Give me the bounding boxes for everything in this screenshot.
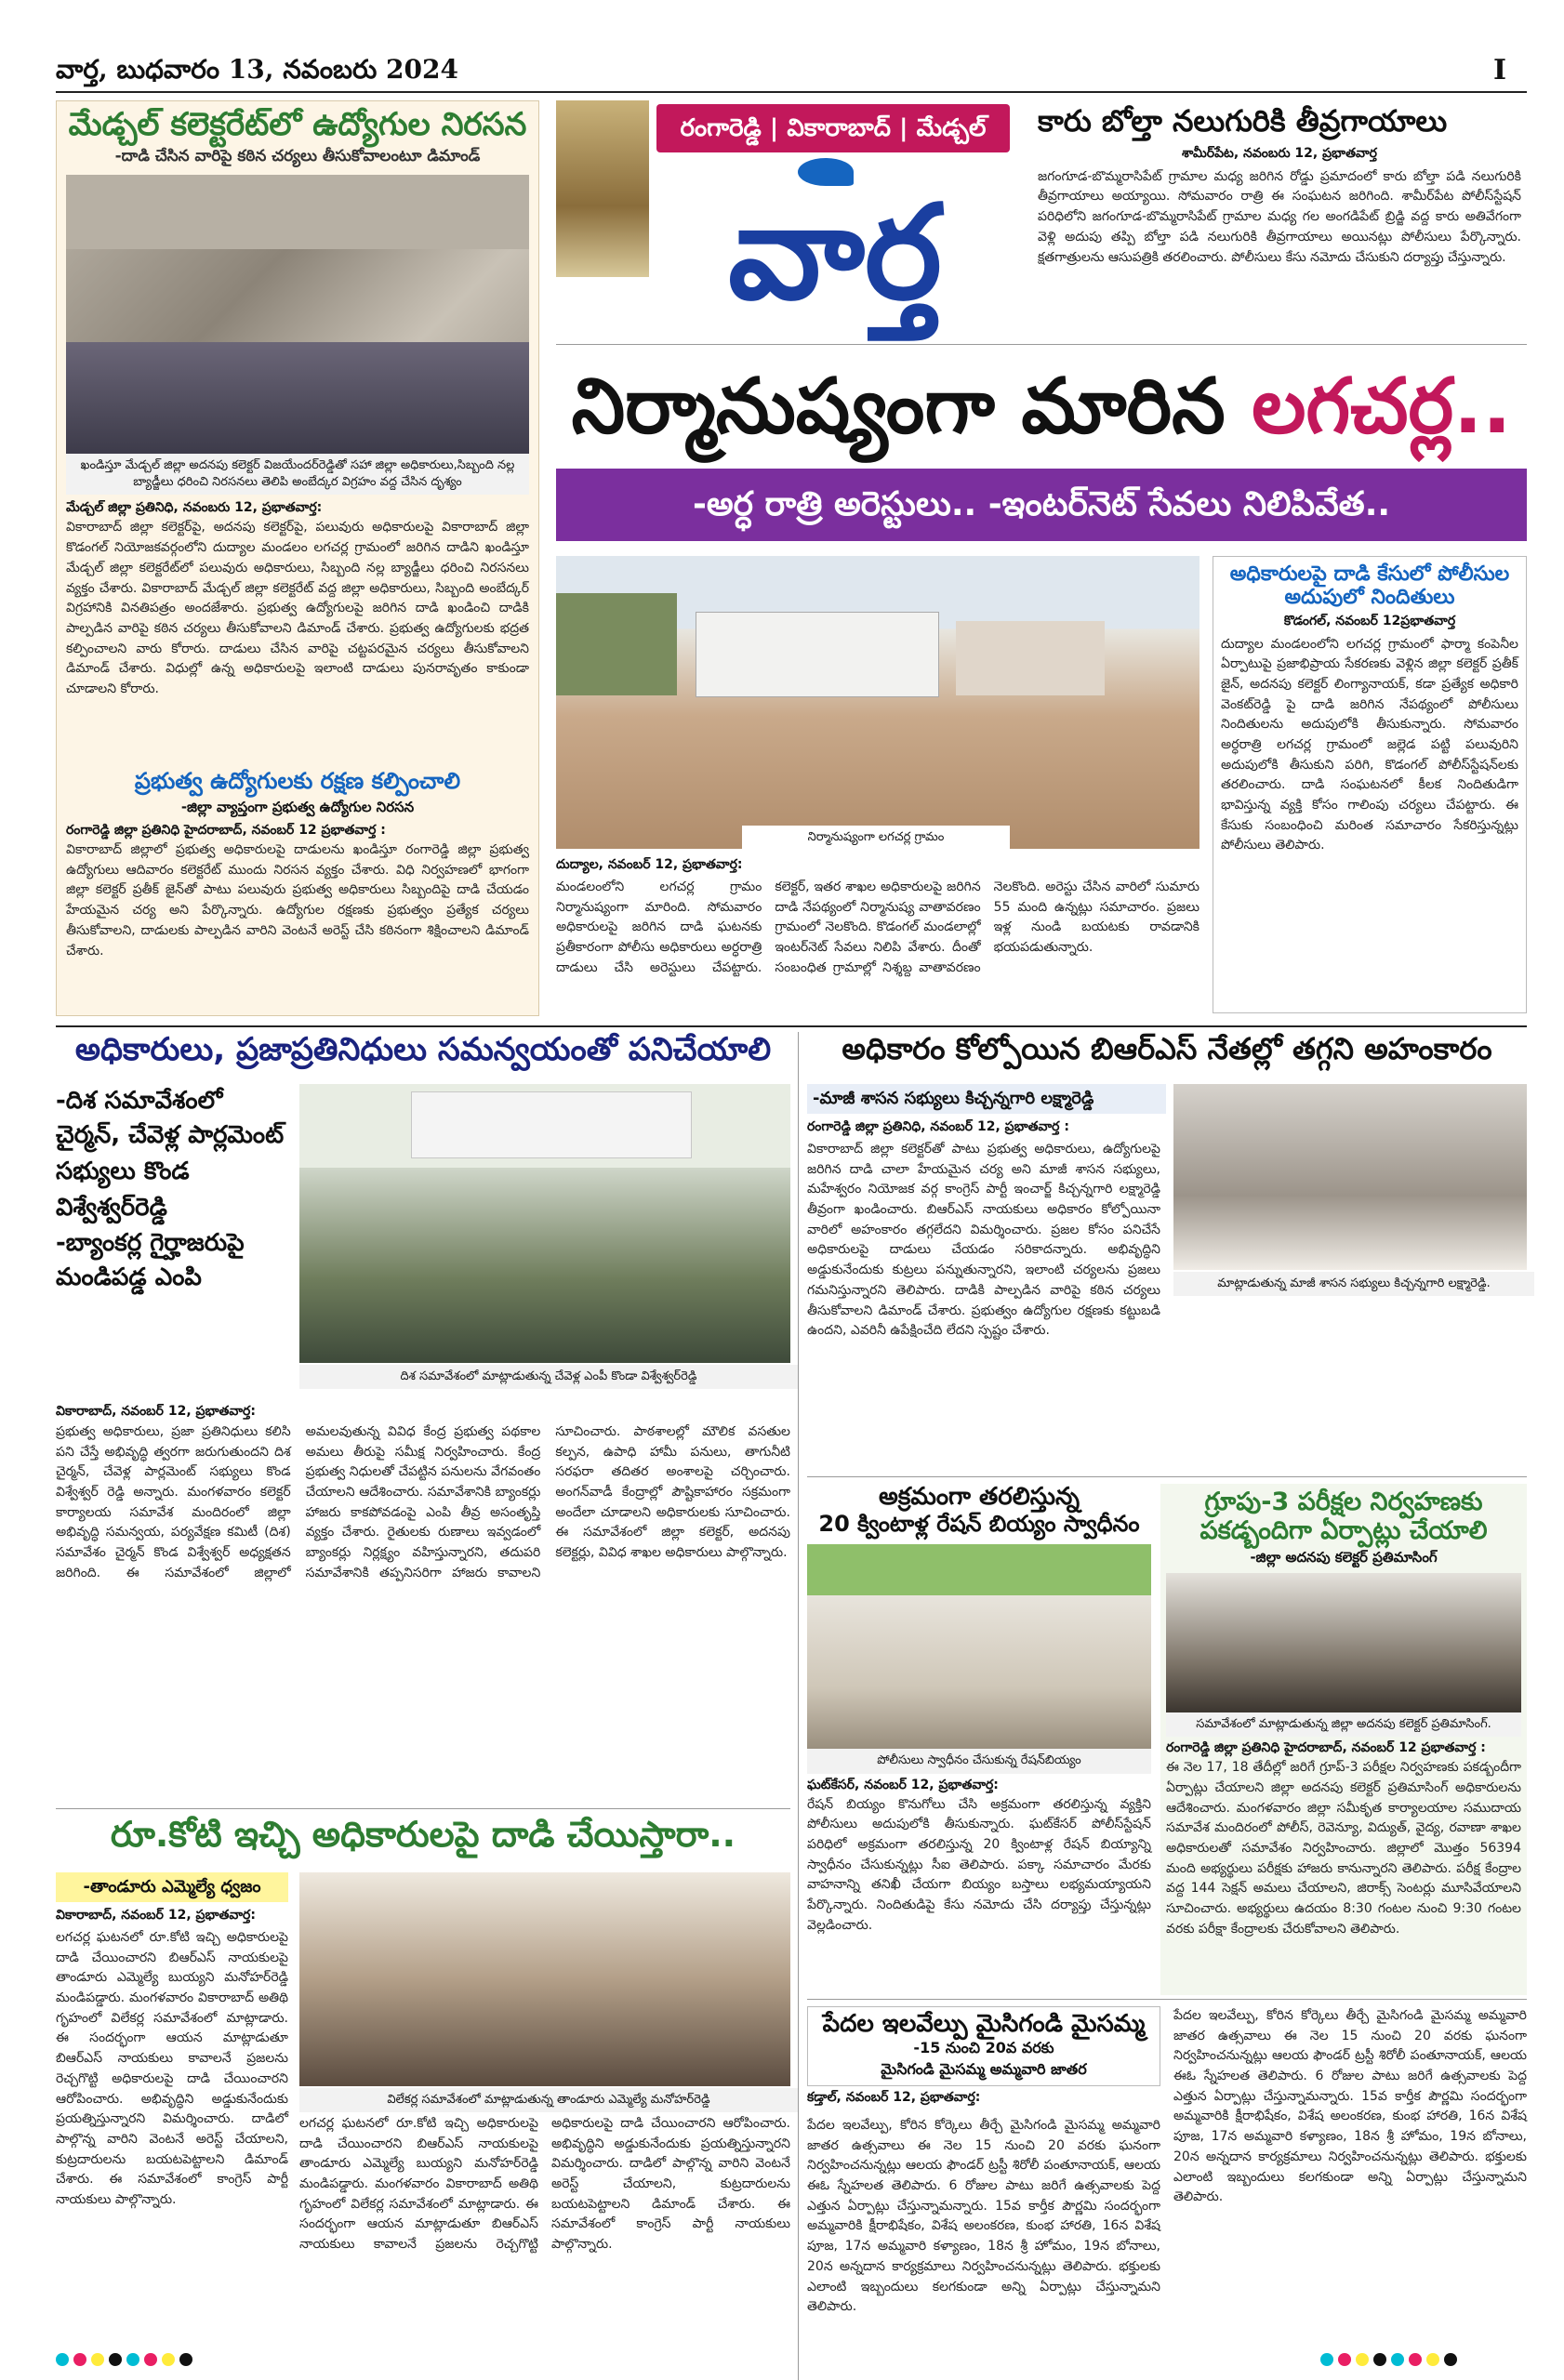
headline-line2: 20 క్వింటాళ్ల రేషన్ బియ్యం స్వాధీనం [818, 1510, 1140, 1537]
date-line: వార్త, బుధవారం 13, నవంబరు 2024 [56, 54, 458, 85]
photo-caption: మాట్లాడుతున్న మాజీ శాసన సభ్యులు కిచ్చన్నగారి లక్ష్మారెడ్డి. [1173, 1272, 1534, 1296]
top-rule [56, 91, 1527, 93]
meeting-photo [1166, 1573, 1521, 1712]
photo-caption: సమావేశంలో మాట్లాడుతున్న జిల్లా అదనపు కలెక్టర్ ప్రతిమాసింగ్. [1166, 1712, 1521, 1737]
dateline: వికారాబాద్, నవంబర్ 12, ప్రభాతవార్త: [56, 1908, 256, 1923]
page-number: I [1493, 54, 1507, 86]
kicker: -మాజీ శాసన సభ్యులు కిచ్చన్నగారి లక్ష్మారెడ్డి [807, 1084, 1166, 1114]
story-medchal-protest [56, 100, 539, 1016]
kicker: -జిల్లా అదనపు కలెక్టర్ ప్రతిమాసింగ్ [1250, 1549, 1438, 1567]
dateline: రంగారెడ్డి జిల్లా ప్రతినిధి హైదరాబాద్, నవంబర్ 12 ప్రభాతవార్త : [1166, 1740, 1486, 1756]
rice-bags-photo [807, 1544, 1151, 1749]
kicker-box [56, 1084, 288, 1400]
headline-part1: నిర్మానుష్యంగా మారిన [571, 363, 1253, 451]
headline-line1: అక్రమంగా తరలిస్తున్న [879, 1483, 1080, 1511]
dateline: కడ్తాల్, నవంబర్ 12, ప్రభాతవార్త: [807, 2089, 981, 2105]
headline: రూ.కోటి ఇచ్చి అధికారులపై దాడి చేయిస్తారా.. [110, 1814, 736, 1855]
lead-body: మండలంలోని లగచర్ల గ్రామం నిర్మానుష్యంగా మారింది. సోమవారం అధికారులపై జరిగిన దాడి ఘటనకు ప్రతీకారంగా పోలీసు అధికారులు అర్ధరాత్రి దాడులు చేసి అరెస్టులు చేపట్టారు. కలెక్టర్, ఇతర శాఖల అధికారులపై జరిగిన దాడి నేపథ్యంలో నిర్మానుష్య వాతావరణం గ్రామంలో నెలకొంది. కొడంగల్ మండలాల్లో ఇంటర్‌నెట్ సేవలు నిలిపి వేశారు. దీంతో సంబంధిత గ్రామాల్లో నిశ్శబ్ద వాతావరణం నెలకొంది. అరెస్టు చేసిన వారిలో సుమారు 55 మంది ఉన్నట్లు సమాచారం. ప్రజలు ఇళ్ల నుండి బయటకు రావడానికి భయపడుతున్నారు. [556, 879, 1200, 975]
dateline: వికారాబాద్, నవంబర్ 12, ప్రభాతవార్త: [56, 1404, 256, 1419]
lead-dateline: దుద్యాల, నవంబర్ 12, ప్రభాతవార్త: [556, 857, 743, 872]
story-disha-meeting [56, 1032, 790, 1804]
body-col1-text: పేదల ఇలవేల్పు, కోరిన కోర్కెలు తీర్చే మైసిగండి మైసమ్మ అమ్మవారి జాతర ఉత్సవాలు ఈ నెల 15 నుంచి 20 వరకు ఘనంగా నిర్వహించనున్నట్లు ఆలయ ఫౌండర్ ట్రస్టీ శిరోలీ పంతూనాయక్, ఆలయ ఈఓ స్నేహలత తెలిపారు. 6 రోజుల పాటు జరిగే ఉత్సవాలకు పెద్ద ఎత్తున ఏర్పాట్లు చేస్తున్నామన్నారు. 15వ కార్తీక పౌర్ణమి సందర్భంగా అమ్మవారికి క్షీరాభిషేకం, విశేష అలంకరణ, కుంభ హారతి, 16న విశేష పూజ, 17న అమ్మవారి కళ్యాణం, 18న శ్రీ హోమం, 19న బోనాలు, 20న అన్నదాన కార్యక్రమాలు నిర్వహించనున్నట్లు తెలిపారు. భక్తులకు ఎలాంటి ఇబ్బందులు కలగకుండా అన్ని ఏర్పాట్లు చేస్తున్నామని తెలిపారు. [807, 2118, 1160, 2315]
headline-line1: గ్రూపు-3 పరీక్షల నిర్వహణకు [1204, 1488, 1483, 1516]
headline-box [807, 2006, 1160, 2086]
registration-dot [162, 2353, 175, 2366]
registration-dot [1409, 2353, 1422, 2366]
story-car-accident [1032, 100, 1527, 337]
side-dateline: కొడంగల్, నవంబర్ 12ప్రభాతవార్త [1283, 613, 1456, 628]
headline-line2: పకడ్బందిగా ఏర్పాట్లు చేయాలి [1200, 1516, 1488, 1546]
body-col1: లగచర్ల ఘటనలో రూ.కోటి ఇచ్చి అధికారులపై దాడి చేయించారని బిఆర్ఎస్ నాయకులపై తాండూరు ఎమ్మెల్యే బుయ్యని మనోహర్‌రెడ్డి మండిపడ్డారు. మంగళవారం వికారాబాద్ అతిథి గృహంలో విలేకర్ల సమావేశంలో మాట్లాడారు. ఈ సందర్భంగా ఆయన మాట్లాడుతూ బిఆర్ఎస్ నాయకులు కావాలనే ప్రజలను రెచ్చగొట్టి అధికారులపై దాడి చేయించారని ఆరోపించారు. అభివృద్ధిని అడ్డుకునేందుకు ప్రయత్నిస్తున్నారని విమర్శించారు. దాడిలో పాల్గొన్న వారిని వెంటనే అరెస్ట్ చేయాలని, కుట్రదారులను బయటపెట్టాలని డిమాండ్ చేశారు. ఈ సమావేశంలో కాంగ్రెస్ పార్టీ నాయకులు పాల్గొన్నారు. [56, 1930, 288, 2207]
headline: అధికారులు, ప్రజాప్రతినిధులు సమన్వయంతో పనిచేయాలి [74, 1031, 772, 1068]
body: ప్రభుత్వ అధికారులు, ప్రజా ప్రతినిధులు కలిసి పని చేస్తే అభివృద్ధి త్వరగా జరుగుతుందని దిశ చైర్మన్, చేవెళ్ల పార్లమెంట్ సభ్యులు కొండ విశ్వేశ్వర్ రెడ్డి అన్నారు. మంగళవారం కలెక్టర్ కార్యాలయ సమావేశ మందిరంలో జిల్లా అభివృద్ధి సమన్వయ, పర్యవేక్షణ కమిటీ (దిశ) సమావేశం చైర్మన్ కొండ విశ్వేశ్వర్ అధ్యక్షతన జరిగింది. ఈ సమావేశంలో జిల్లాలో అమలవుతున్న వివిధ కేంద్ర ప్రభుత్వ పథకాల అమలు తీరుపై సమీక్ష నిర్వహించారు. కేంద్ర ప్రభుత్వ నిధులతో చేపట్టిన పనులను వేగవంతం చేయాలని ఆదేశించారు. సమావేశానికి బ్యాంకర్లు హాజరు కాకపోవడంపై ఎంపి తీవ్ర అసంతృప్తి వ్యక్తం చేశారు. రైతులకు రుణాలు ఇవ్వడంలో బ్యాంకర్లు నిర్లక్ష్యం వహిస్తున్నారని, తదుపరి సమావేశానికి తప్పనిసరిగా హాజరు కావాలని సూచించారు. పాఠశాలల్లో మౌలిక వసతుల కల్పన, ఉపాధి హామీ పనులు, తాగునీటి సరఫరా తదితర అంశాలపై చర్చించారు. అంగన్‌వాడీ కేంద్రాల్లో పౌష్టికాహారం సక్రమంగా అందేలా చూడాలని అధికారులకు సూచించారు. ఈ సమావేశంలో జిల్లా కలెక్టర్, అదనపు కలెక్టర్లు, వివిధ శాఖల అధికారులు పాల్గొన్నారు. [56, 1424, 790, 1580]
body: పేదల ఇలవేల్పు, కోరిన కోర్కెలు తీర్చే మైసిగండి మైసమ్మ అమ్మవారి జాతర ఉత్సవాలు ఈ నెల 15 నుంచి 20 వరకు ఘనంగా నిర్వహించనున్నట్లు ఆలయ ఫౌండర్ ట్రస్టీ శిరోలీ పంతూనాయక్, ఆలయ ఈఓ స్నేహలత తెలిపారు. 6 రోజుల పాటు జరిగే ఉత్సవాలకు పెద్ద ఎత్తున ఏర్పాట్లు చేస్తున్నామన్నారు. 15వ కార్తీక పౌర్ణమి సందర్భంగా అమ్మవారికి క్షీరాభిషేకం, విశేష అలంకరణ, కుంభ హారతి, 16న విశేష పూజ, 17న అమ్మవారి కళ్యాణం, 18న శ్రీ హోమం, 19న బోనాలు, 20న అన్నదాన కార్యక్రమాలు నిర్వహించనున్నట్లు తెలిపారు. భక్తులకు ఎలాంటి ఇబ్బందులు కలగకుండా అన్ని ఏర్పాట్లు చేస్తున్నామని తెలిపారు. [1173, 2008, 1527, 2205]
press-meet-photo [299, 1872, 790, 2086]
logo: వార్త [728, 178, 942, 329]
headline: అధికారం కోల్పోయిన బిఆర్ఎస్ నేతల్లో తగ్గని అహంకారం [842, 1031, 1492, 1066]
kicker: -15 నుంచి 20వ వరకు [913, 2038, 1054, 2056]
protest-photo [66, 175, 529, 454]
subkicker: మైసిగండి మైసమ్మ అమ్మవారి జాతర [881, 2059, 1087, 2078]
headline: కారు బోల్తా నలుగురికి తీవ్రగాయాలు [1038, 103, 1448, 139]
dateline: మేడ్చల్ జిల్లా ప్రతినిధి, నవంబరు 12, ప్రభాతవార్త: [66, 500, 323, 516]
sub-dateline: రంగారెడ్డి జిల్లా ప్రతినిధి హైదరాబాద్, నవంబర్ 12 ప్రభాతవార్త : [66, 823, 386, 839]
side-story-arrests [1213, 556, 1527, 1013]
body: రేషన్ బియ్యం కొనుగోలు చేసి అక్రమంగా తరలిస్తున్న వ్యక్తిని పోలీసులు అదుపులోకి తీసుకున్నారు. ఘట్‌కేసర్ పోలీస్‌స్టేషన్ పరిధిలో అక్రమంగా తరలిస్తున్న 20 క్వింటాళ్ల రేషన్ బియ్యాన్ని స్వాధీనం చేసుకున్నట్లు సీఐ తెలిపారు. పక్కా సమాచారం మేరకు వాహనాన్ని తనిఖీ చేయగా బియ్యం బస్తాలు లభ్యమయ్యాయని పేర్కొన్నారు. నిందితుడిపై కేసు నమోదు చేసి దర్యాప్తు చేస్తున్నట్లు వెల్లడించారు. [807, 1796, 1151, 1933]
registration-dot [1391, 2353, 1404, 2366]
rule [807, 1476, 1527, 1477]
registration-dot [1356, 2353, 1369, 2366]
body: వికారాబాద్ జిల్లా కలెక్టర్‌పై, అదనపు కలెక్టర్‌పై, పలువురు అధికారులపై వికారాబాద్ జిల్లా కొడంగల్ నియోజకవర్గంలోని దుద్యాల మండలం లగచర్ల గ్రామంలో జరిగిన దాడిని ఖండిస్తూ మేడ్చల్ జిల్లా కలెక్టరేట్‌లో పలువురు అధికారులు, సిబ్బంది నల్ల బ్యాడ్జీలు ధరించి నిరసనలు వ్యక్తం చేశారు. వికారాబాద్ మేడ్చల్ జిల్లా కలెక్టరేట్ వద్ద జిల్లా అధికారులు, సిబ్బంది అంబేద్కర్ విగ్రహానికి వినతిపత్రం అందజేశారు. ప్రభుత్వ ఉద్యోగులపై జరిగిన దాడి ఖండించి దాడికి పాల్పడిన వారిపై కఠిన చర్యలు తీసుకోవాలని డిమాండ్ చేశారు. ప్రభుత్వ ఉద్యోగులకు భద్రత కల్పించాలని వారు కోరారు. దాడులు చేసిన వారిపై చట్టపరమైన చర్యలు తీసుకోవాలని డిమాండ్ చేశారు. విధుల్లో ఉన్న అధికారులపై ఇలాంటి దాడులు పునరావృతం కాకుండా చూడాలని కోరారు. [66, 520, 529, 696]
sub-body: వికారాబాద్ జిల్లాలో ప్రభుత్వ అధికారులపై దాడులను ఖండిస్తూ రంగారెడ్డి జిల్లా ప్రభుత్వ ఉద్యోగులు ఆదివారం కలెక్టరేట్ ముందు నిరసన వ్యక్తం చేశారు. విధి నిర్వహణలో భాగంగా జిల్లా కలెక్టర్ ప్రతీక్ జైన్‌తో పాటు పలువురు ప్రభుత్వ అధికారులు సిబ్బందిపై దాడి చేయడం హేయమైన చర్య అని పేర్కొన్నారు. ఉద్యోగుల రక్షణకు ప్రభుత్వం ప్రత్యేక చర్యలు తీసుకోవాలని, దాడులకు పాల్పడిన వారిని వెంటనే అరెస్ట్ చేసి కఠినంగా శిక్షించాలని డిమాండ్ చేశారు. [66, 842, 529, 959]
headline-part2: లగచర్ల.. [1252, 363, 1512, 451]
registration-dot [73, 2353, 86, 2366]
photo-caption: విలేకర్ల సమావేశంలో మాట్లాడుతున్న తాండూరు ఎమ్మెల్యే మనోహర్‌రెడ్డి [299, 2088, 798, 2112]
story-ration-rice [807, 1483, 1151, 1933]
kicker3: -బ్యాంకర్ల గైర్హాజరుపై మండిపడ్డ ఎంపి [56, 1229, 245, 1291]
lead-story [556, 351, 1527, 1013]
photo-caption: నిర్మానుష్యంగా లగచర్ల గ్రామం [742, 826, 1010, 855]
story-group3-exams [1160, 1484, 1527, 1995]
registration-dot [91, 2353, 104, 2366]
kicker: -తాండూరు ఎమ్మెల్యే ధ్వజం [56, 1872, 288, 1902]
registration-dot [109, 2353, 122, 2366]
lead-headline [556, 351, 1527, 463]
body-col1 [807, 2116, 1160, 2335]
registration-dot [1320, 2353, 1333, 2366]
registration-dot [1426, 2353, 1439, 2366]
registration-dot [1444, 2353, 1457, 2366]
registration-marks-left [56, 2352, 260, 2371]
rule [798, 1032, 799, 2380]
kicker1: -దిశ సమావేశంలో [56, 1087, 223, 1115]
leaders-photo [1173, 1084, 1527, 1270]
side-headline: అధికారులపై దాడి కేసులో పోలీసుల అదుపులో నిందితులు [1229, 562, 1510, 610]
dateline: రంగారెడ్డి జిల్లా ప్రతినిధి, నవంబర్ 12, ప్రభాతవార్త : [807, 1119, 1069, 1134]
body-col2-text: లగచర్ల ఘటనలో రూ.కోటి ఇచ్చి అధికారులపై దాడి చేయించారని బిఆర్ఎస్ నాయకులపై తాండూరు ఎమ్మెల్యే బుయ్యని మనోహర్‌రెడ్డి మండిపడ్డారు. మంగళవారం వికారాబాద్ అతిథి గృహంలో విలేకర్ల సమావేశంలో మాట్లాడారు. ఈ సందర్భంగా ఆయన మాట్లాడుతూ బిఆర్ఎస్ నాయకులు కావాలనే ప్రజలను రెచ్చగొట్టి అధికారులపై దాడి చేయించారని ఆరోపించారు. అభివృద్ధిని అడ్డుకునేందుకు ప్రయత్నిస్తున్నారని విమర్శించారు. దాడిలో పాల్గొన్న వారిని వెంటనే అరెస్ట్ చేయాలని, కుట్రదారులను బయటపెట్టాలని డిమాండ్ చేశారు. ఈ సమావేశంలో కాంగ్రెస్ పార్టీ నాయకులు పాల్గొన్నారు. [299, 2116, 790, 2253]
edition-regions: రంగారెడ్డి | వికారాబాద్ | మేడ్చల్ [656, 104, 1010, 152]
dateline: ఘట్‌కేసర్, నవంబర్ 12, ప్రభాతవార్త: [807, 1777, 999, 1792]
photo-caption: పోలీసులు స్వాధీనం చేసుకున్న రేషన్‌బియ్యం [807, 1749, 1151, 1773]
sub-headline: ప్రభుత్వ ఉద్యోగులకు రక్షణ కల్పించాలి [134, 768, 461, 795]
body: ఈ నెల 17, 18 తేదీల్లో జరిగే గ్రూప్-3 పరీక్షల నిర్వహణకు పకడ్బందీగా ఏర్పాట్లు చేయాలని జిల్లా అదనపు కలెక్టర్ ప్రతిమాసింగ్ అధికారులను ఆదేశించారు. మంగళవారం జిల్లా సమీకృత కార్యాలయాల సముదాయ సమావేశ మందిరంలో పోలీస్, రెవెన్యూ, విద్యుత్, వైద్య, రవాణా శాఖల అధికారులతో సమావేశం నిర్వహించారు. జిల్లాలో మొత్తం 56394 మంది అభ్యర్థులు పరీక్షకు హాజరు కానున్నారని తెలిపారు. పరీక్ష కేంద్రాల వద్ద 144 సెక్షన్ అమలు చేయాలని, జిరాక్స్ సెంటర్లు మూసివేయాలని సూచించారు. అభ్యర్థులు ఉదయం 8:30 గంటల నుంచి 9:30 గంటల వరకు పరీక్షా కేంద్రాలకు చేరుకోవాలని తెలిపారు. [1166, 1760, 1521, 1937]
dateline: శామీర్‌పేట, నవంబరు 12, ప్రభాతవార్త [1182, 145, 1377, 161]
village-photo [556, 556, 1200, 849]
body-col2 [299, 2114, 790, 2335]
photo-caption: ఖండిస్తూ మేడ్చల్ జిల్లా అదనపు కలెక్టర్ విజయేందర్‌రెడ్డితో సహా జిల్లా అధికారులు,సిబ్బంది నల్ల బ్యాడ్జీలు ధరించి నిరసనలు తెలిపి అంబేద్కర విగ్రహం వద్ద చేసిన దృశ్యం [66, 454, 529, 495]
registration-dot [144, 2353, 157, 2366]
side-body: దుద్యాల మండలంలోని లగచర్ల గ్రామంలో ఫార్మా కంపెనీల ఏర్పాటుపై ప్రజాభిప్రాయ సేకరణకు వెళ్లిన జిల్లా కలెక్టర్ ప్రతీక్ జైన్, అదనపు కలెక్టర్ లింగ్యానాయక్, కడా ప్రత్యేక అధికారి వెంకట్‌రెడ్డి పై దాడి జరిగిన నేపథ్యంలో పోలీసులు నిందితులను అదుపులోకి తీసుకున్నారు. సోమవారం అర్ధరాత్రి లగచర్ల గ్రామంలో జల్లెడ పట్టి పలువురిని అదుపులోకి తీసుకుని పరిగి, కొడంగల్ పోలీస్‌స్టేషన్‌లకు తరలించారు. దాడి సంఘటనలో కీలక నిందితుడిగా భావిస్తున్న వ్యక్తి కోసం గాలింపు చర్యలు చేపట్టారు. ఈ కేసుకు సంబంధించి మరింత సమాచారం సేకరిస్తున్నట్లు పోలీసులు తెలిపారు. [1221, 636, 1518, 853]
registration-dot [56, 2353, 69, 2366]
body: జగంగూడ-బొమ్మరాసిపేట్ గ్రామాల మధ్య జరిగిన రోడ్డు ప్రమాదంలో కారు బోల్తా పడి నలుగురికి తీవ్రగాయాలు అయ్యాయి. సోమవారం రాత్రి ఈ సంఘటన జరిగింది. శామీర్‌పేట పోలీస్‌స్టేషన్ పరిధిలోని జగంగూడ-బొమ్మరాసిపేట్ గ్రామాల మధ్య గల అంగడిపేట్ బ్రిడ్జి వద్ద కారు అతివేగంగా వెళ్లి అదుపు తప్పి బోల్తా పడి నలుగురికి తీవ్రగాయాలు అయినట్లు పోలీసులు పేర్కొన్నారు. క్షతగాత్రులను ఆసుపత్రికి తరలించారు. పోలీసులు కేసు నమోదు చేసుకుని దర్యాప్తు చేస్తున్నారు. [1038, 168, 1521, 265]
kicker2: చైర్మన్, చేవెళ్ల పార్లమెంట్ సభ్యులు కొండ విశ్వేశ్వర్‌రెడ్డి [56, 1121, 285, 1223]
edition-header [556, 100, 1012, 337]
photo-caption: దిశ సమావేశంలో మాట్లాడుతున్న చేవెళ్ల ఎంపీ కొండా విశ్వేశ్వర్‌రెడ్డి [299, 1365, 798, 1389]
temple-image [556, 100, 649, 277]
headline: పేదల ఇలవేల్పు మైసిగండి మైసమ్మ [822, 2010, 1146, 2038]
sub-kicker: -జిల్లా వ్యాప్తంగా ప్రభుత్వ ఉద్యోగుల నిరసన [180, 799, 415, 816]
lead-banner: -అర్ధ రాత్రి అరెస్టులు.. -ఇంటర్‌నెట్ సేవలు నిలిపివేత.. [556, 469, 1527, 541]
headline: మేడ్చల్ కలెక్టరేట్‌లో ఉద్యోగుల నిరసన [68, 106, 527, 143]
rule [56, 1808, 790, 1809]
story-tandur-mla [56, 1815, 790, 2335]
story-brs-arrogance [807, 1032, 1527, 1469]
story-maisamma-fair [807, 2006, 1527, 2335]
rule [556, 344, 1527, 345]
meeting-photo [299, 1084, 790, 1363]
subhead: -దాడి చేసిన వారిపై కఠిన చర్యలు తీసుకోవాలంటూ డిమాండ్ [114, 147, 481, 166]
registration-dot [1338, 2353, 1351, 2366]
registration-dot [1373, 2353, 1386, 2366]
rule [807, 1999, 1527, 2000]
registration-dot [126, 2353, 139, 2366]
rule [56, 1025, 1527, 1027]
body-col1: వికారాబాద్ జిల్లా కలెక్టర్‌తో పాటు ప్రభుత్వ అధికారులు, ఉద్యోగులపై జరిగిన దాడి చాలా హేయమైన చర్య అని మాజీ శాసన సభ్యులు, మహేశ్వరం నియోజక వర్గ కాంగ్రెస్ పార్టీ ఇంచార్జ్ కిచ్చన్నగారి లక్ష్మారెడ్డి తీవ్రంగా ఖండించారు. బిఆర్ఎస్ నాయకులు అధికారం కోల్పోయినా వారిలో అహంకారం తగ్గలేదని విమర్శించారు. ప్రజల కోసం పనిచేసే అధికారులపై దాడులు చేయడం సరికాదన్నారు. అభివృద్ధిని అడ్డుకునేందుకు కుట్రలు పన్నుతున్నారని, ఇలాంటి చర్యలను ప్రజలు గమనిస్తున్నారని తెలిపారు. దాడికి పాల్పడిన వారిపై కఠిన చర్యలు తీసుకోవాలని డిమాండ్ చేశారు. ప్రభుత్వం ఉద్యోగుల రక్షణకు కట్టుబడి ఉందని, ఎవరినీ ఉపేక్షించేది లేదని స్పష్టం చేశారు. [807, 1142, 1160, 1339]
registration-dot [179, 2353, 192, 2366]
registration-marks-right [1320, 2352, 1525, 2371]
